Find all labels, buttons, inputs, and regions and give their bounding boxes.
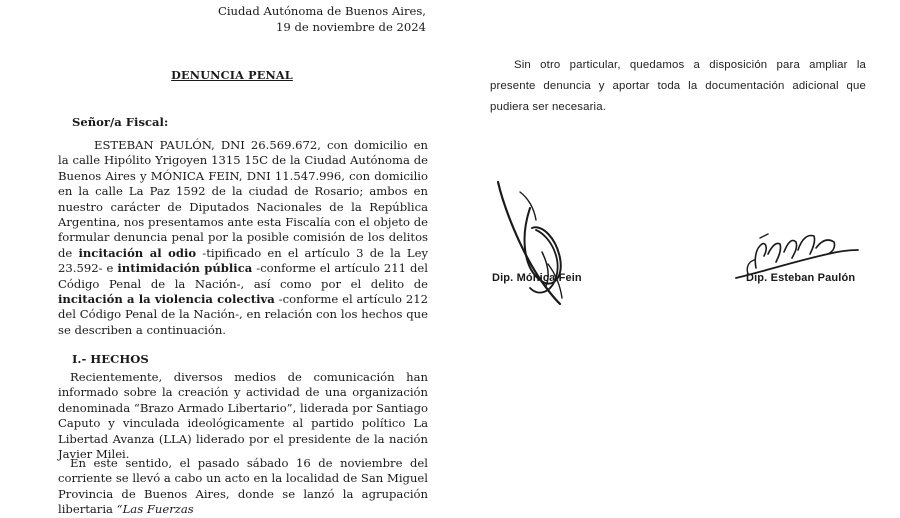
offense-collective-violence: incitación a la violencia colectiva (58, 292, 275, 307)
facts-text-2-italic: “Las Fuerzas (116, 502, 194, 517)
facts-paragraph-1 (58, 370, 428, 462)
closing-text: Sin otro particular, quedamos a disposición para ampliar la presente denuncia y aportar toda la documentación adicional que pudiera ser necesaria. (490, 59, 866, 113)
intro-text-4: -conforme el artículo 212 del Código Penal de la Nación-, en relación con los hechos que se describen a continuación. (58, 292, 428, 337)
offense-public-intimidation: intimidación pública (117, 261, 253, 276)
signature-monica-fein (490, 168, 600, 318)
closing-paragraph (490, 55, 866, 118)
facts-paragraph-2 (58, 456, 428, 518)
signer-name-fein: Dip. Mónica Fein (492, 272, 582, 284)
document-title: DENUNCIA PENAL (171, 68, 293, 82)
offense-hate-incitement: incitación al odio (78, 245, 197, 260)
intro-text-2: -tipificado en el artículo 3 de la Ley 23.592- e (58, 245, 428, 276)
date-line: 19 de noviembre de 2024 (276, 20, 426, 34)
salutation: Señor/a Fiscal: (72, 115, 169, 129)
facts-text-1: Recientemente, diversos medios de comunicación han informado sobre la creación y actividad de una organización denominada “Brazo Armado Libertario”, liderada por Santiago Caputo y vinculada ideológicamente al partido político La Libertad Avanza (LLA) liderado por el presidente de la nación Javier Milei. (58, 370, 428, 462)
intro-text-1: ESTEBAN PAULÓN, DNI 26.569.672, con domicilio en la calle Hipólito Yrigoyen 1315 15C de la Ciudad Autónoma de Buenos Aires y MÓNICA FEIN, DNI 11.547.996, con domicilio en la calle La Paz 1592 de la ciudad de Rosario; ambos en nuestro carácter de Diputados Nacionales de la República Argentina, nos presentamos ante esta Fiscalía con el objeto de formular denuncia penal por la posible comisión de los delitos de (58, 138, 428, 260)
signer-name-paulon: Dip. Esteban Paulón (746, 272, 856, 284)
section-heading-facts: I.- HECHOS (72, 352, 149, 366)
intro-paragraph (58, 138, 428, 338)
intro-text-3: -conforme el artículo 211 del Código Penal de la Nación-, así como por el delito de (58, 261, 428, 291)
place-line: Ciudad Autónoma de Buenos Aires, (217, 4, 426, 18)
facts-text-2: En este sentido, el pasado sábado 16 de noviembre del corriente se llevó a cabo un acto en la localidad de San Miguel Provincia de Buenos Aires, donde se lanzó la agrupación libertaria (58, 456, 428, 517)
